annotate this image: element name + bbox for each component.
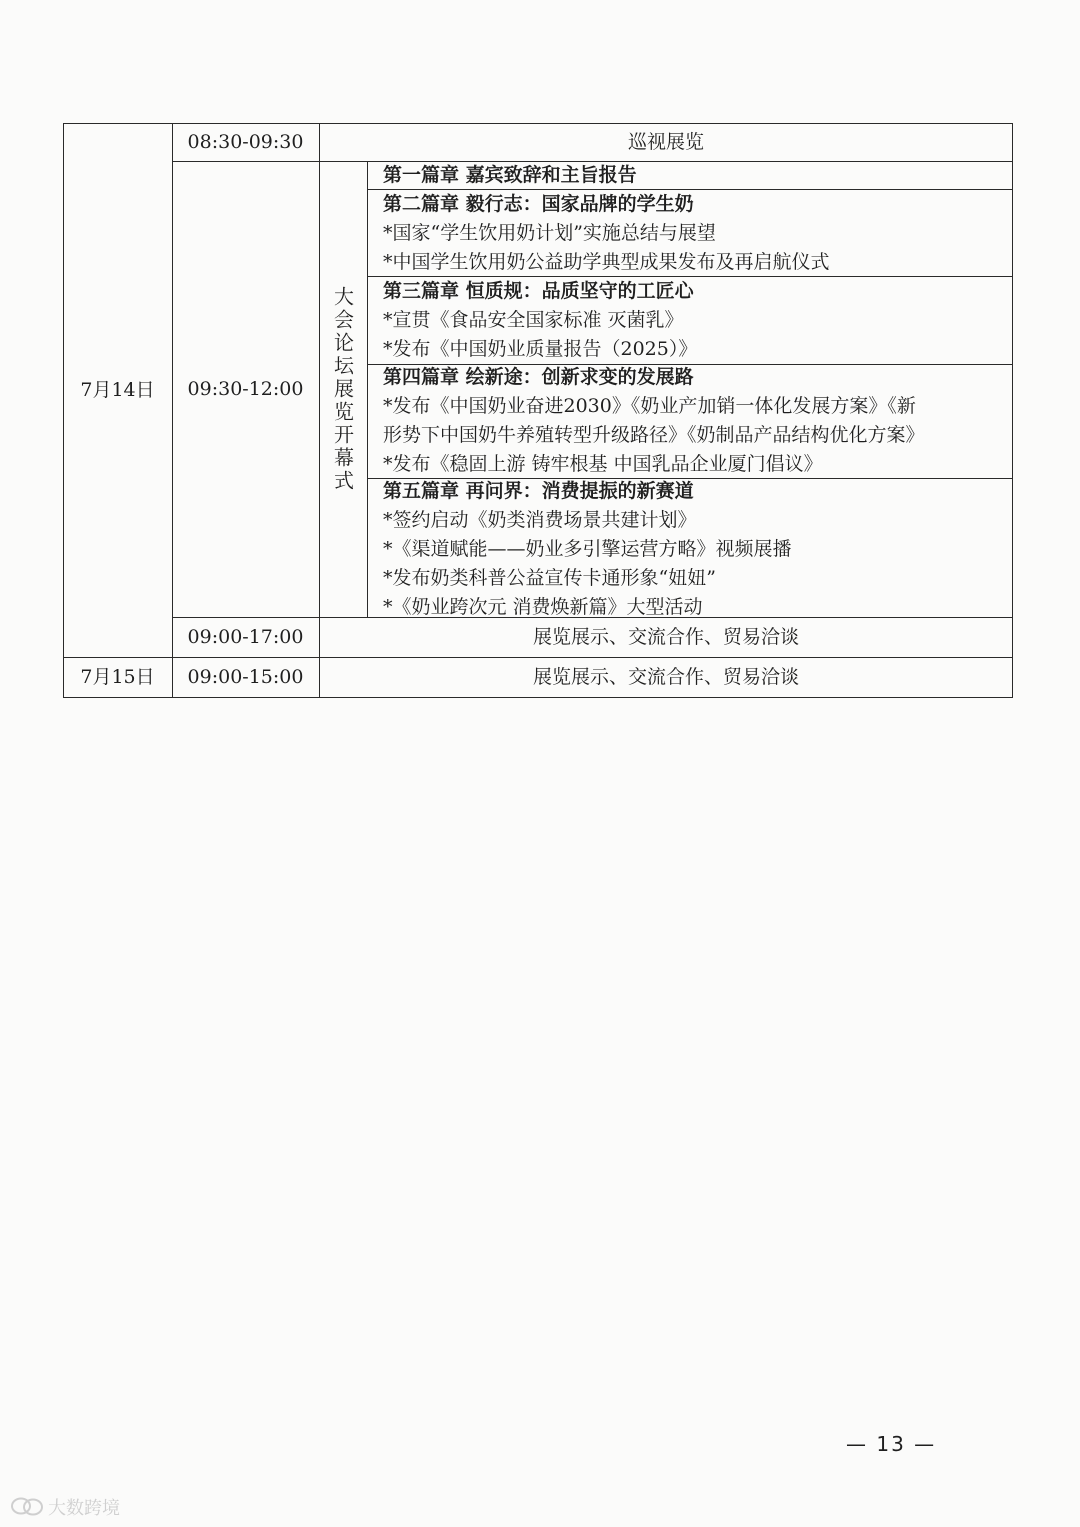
forum-name-cell	[319, 161, 367, 617]
time-cell	[172, 161, 319, 617]
chapter-title: 第三篇章 恒质规：品质坚守的工匠心	[383, 280, 694, 302]
chapter-block	[383, 477, 1003, 622]
chapter-item: *发布奶类科普公益宣传卡通形象“妞妞”	[383, 567, 716, 589]
activity-label: 巡视展览	[627, 131, 704, 153]
chapter-item: *发布《稳固上游 铸牢根基 中国乳品企业厦门倡议》	[383, 453, 823, 475]
date-label: 7月14日	[80, 378, 155, 401]
chapter-title: 第四篇章 绘新途：创新求变的发展路	[383, 366, 694, 388]
activity-cell	[319, 128, 1013, 157]
time-cell	[172, 128, 319, 157]
schedule-table	[63, 123, 1013, 698]
chapter-block	[383, 190, 1003, 277]
activity-label: 展览展示、交流合作、贸易洽谈	[532, 626, 799, 648]
chapter-item: *发布《中国奶业奋进2030》《奶业产加销一体化发展方案》《新	[383, 395, 916, 417]
chapter-item: *签约启动《奶类消费场景共建计划》	[383, 509, 697, 531]
chapter-block	[383, 161, 1003, 190]
time-label: 09:00-17:00	[187, 626, 304, 648]
chapter-item: *《奶业跨次元 消费焕新篇》大型活动	[383, 596, 703, 618]
time-cell	[172, 623, 319, 652]
chapter-item: *宣贯《食品安全国家标准 灭菌乳》	[383, 309, 684, 331]
watermark	[10, 1494, 120, 1520]
date-cell-day1	[63, 123, 172, 657]
date-label: 7月15日	[80, 666, 155, 688]
activity-cell	[319, 623, 1013, 652]
activity-cell	[319, 663, 1013, 692]
chapter-title: 第一篇章 嘉宾致辞和主旨报告	[383, 164, 637, 186]
chapter-block	[383, 363, 1003, 479]
chapter-title: 第二篇章 毅行志：国家品牌的学生奶	[383, 193, 694, 215]
forum-name-label: 大会论坛展览开幕式	[330, 285, 355, 493]
time-label: 08:30-09:30	[187, 131, 304, 153]
chapter-item: *中国学生饮用奶公益助学典型成果发布及再启航仪式	[383, 251, 830, 273]
activity-label: 展览展示、交流合作、贸易洽谈	[532, 666, 799, 688]
date-cell-day2	[63, 663, 172, 692]
chapter-item: 形势下中国奶牛养殖转型升级路径》《奶制品产品结构优化方案》	[383, 424, 925, 446]
chapter-item: *国家“学生饮用奶计划”实施总结与展望	[383, 222, 716, 244]
time-label: 09:30-12:00	[187, 377, 304, 400]
chapter-item: *《渠道赋能——奶业多引擎运营方略》视频展播	[383, 538, 792, 560]
time-label: 09:00-15:00	[187, 666, 304, 688]
time-cell	[172, 663, 319, 692]
chapter-block	[383, 277, 1003, 364]
watermark-text: 大数跨境	[48, 1498, 120, 1519]
chapter-item: *发布《中国奶业质量报告（2025）》	[383, 338, 698, 360]
chapter-title: 第五篇章 再问界：消费提振的新赛道	[383, 480, 694, 502]
chat-bubbles-logo-icon	[10, 1496, 44, 1518]
page-number: — 13 —	[846, 1432, 937, 1456]
